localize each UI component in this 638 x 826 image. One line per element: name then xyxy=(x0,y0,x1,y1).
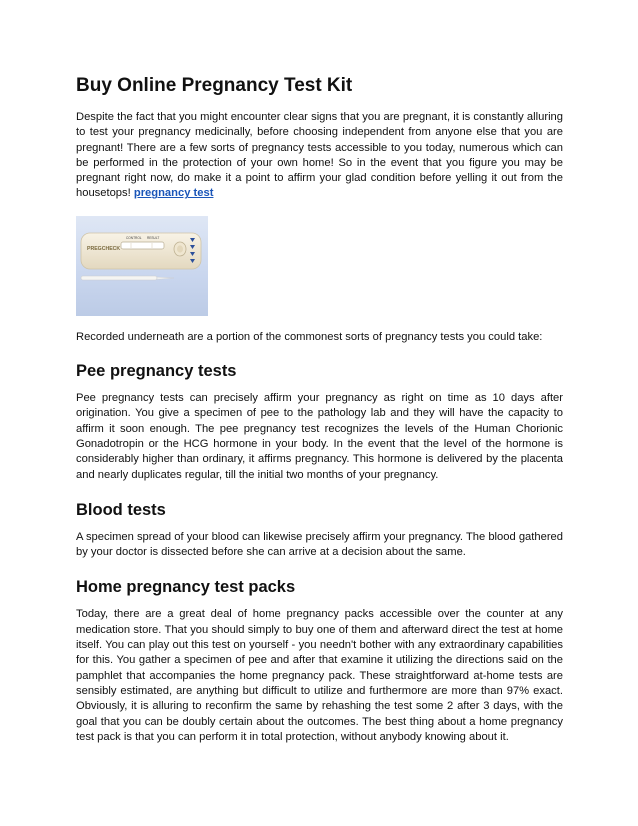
result-label: RESULT xyxy=(147,235,160,240)
section-body: A specimen spread of your blood can likewise precisely affirm your pregnancy. The blood gathered by your doctor is dissected before she can arrive at a decision about the same. xyxy=(76,530,563,559)
section-blood-tests xyxy=(76,500,563,561)
section-heading: Home pregnancy test packs xyxy=(76,578,296,597)
section-body: Today, there are a great deal of home pregnancy packs accessible over the counter at any medication store. That you should simply to buy one of them and afterward direct the test at home itself. You can play out this test on yourself - you needn't bother with any extraordinary capabilities for this. You gather a specimen of pee and after that examine it utilizing the directions said on the pamphlet that accompanies the home pregnancy pack. These straightforward at-home tests are sensibly estimated, are anything but difficult to utilize and furthermore are more than 97% exact. Obviously, it is alluring to reconfirm the same by rehashing the test some 2 after 3 days, with the goal that you can be doubly certain about the outcomes. The best thing about a home pregnancy test pack is that you can perform it in total protection, without anybody knowing about it. xyxy=(76,608,563,743)
section-home-test-packs xyxy=(76,577,563,745)
page-title: Buy Online Pregnancy Test Kit xyxy=(76,75,353,96)
dropper xyxy=(81,276,157,280)
section-heading: Pee pregnancy tests xyxy=(76,362,237,381)
intro-text: Despite the fact that you might encounter clear signs that you are pregnant, it is constantly alluring to test your pregnancy medicinally, before choosing independent from anyone else that you are pregnant! There are a few sorts of pregnancy tests accessible to you today, numerous which can be performed in the protection of your own home! So in the event that you figure you may be pregnant right now, do make it a point to affirm your glad condition before yelling it out from the housetops! xyxy=(76,111,563,200)
control-label: CONTROL xyxy=(126,235,142,240)
pregnancy-test-image xyxy=(76,216,208,316)
section-body: Pee pregnancy tests can precisely affirm your pregnancy as right on time as 10 days after origination. You give a specimen of pee to the pathology lab and they will have the capacity to affirm it soon enough. The pee pregnancy test recognizes the levels of the Human Chorionic Gonadotropin or the HCG hormone in your body. In the event that the level of the hormone is considerably higher than ordinary, it affirms pregnancy. This hormone is delivered by the placenta and nearly duplicates regular, till the initial two months of your pregnancy. xyxy=(76,392,563,481)
brand-logo: PREGCHECK xyxy=(87,245,121,252)
section-heading: Blood tests xyxy=(76,500,166,519)
pregnancy-test-link[interactable]: pregnancy test xyxy=(133,187,214,200)
lead-paragraph: Recorded underneath are a portion of the commonest sorts of pregnancy tests you could take: xyxy=(76,330,543,343)
section-pee-tests xyxy=(76,361,563,483)
pregnancy-test-device-illustration xyxy=(76,216,208,316)
document-page xyxy=(76,74,563,762)
intro-paragraph xyxy=(76,110,563,202)
result-window xyxy=(121,242,164,249)
